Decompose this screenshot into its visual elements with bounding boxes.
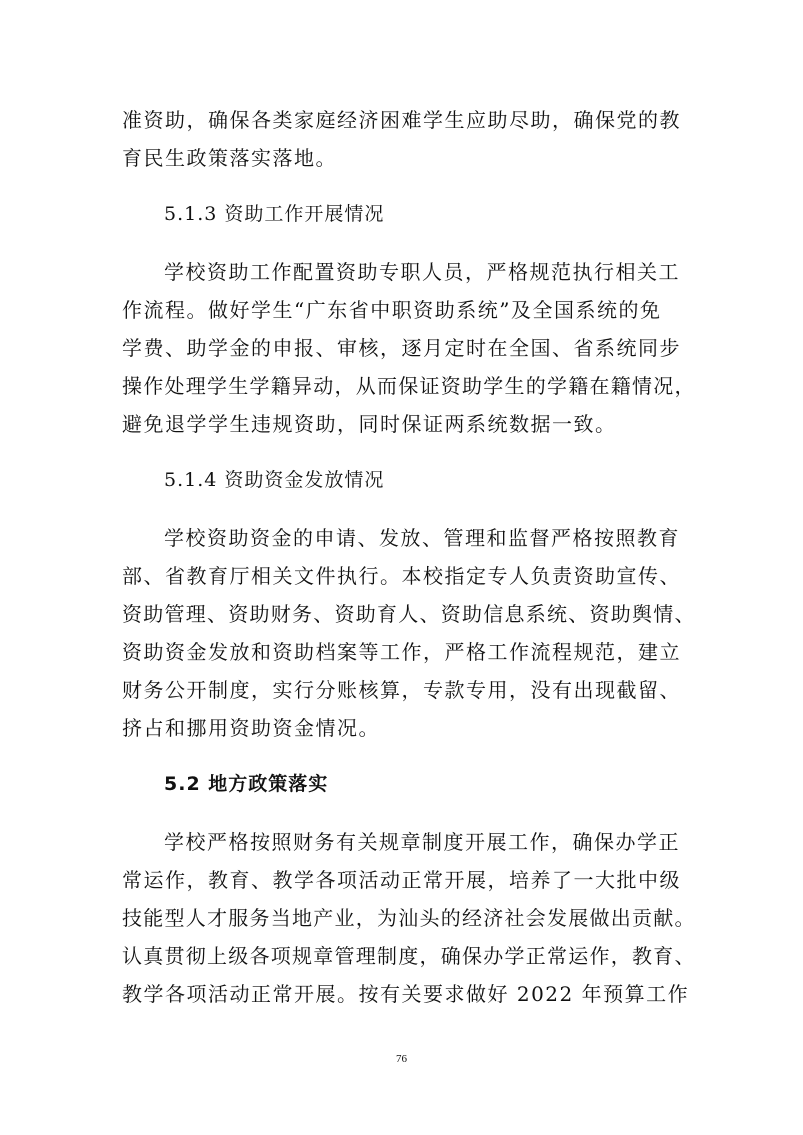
page-number: 76 <box>396 1053 407 1065</box>
paragraph-line: 资助管理、资助财务、资助育人、资助信息系统、资助舆情、 <box>122 602 696 626</box>
paragraph-line: 操作处理学生学籍异动，从而保证资助学生的学籍在籍情况， <box>122 374 696 398</box>
paragraph-line: 育民生政策落实落地。 <box>122 146 337 170</box>
section-heading-5-1-3: 5.1.3 资助工作开展情况 <box>164 203 385 225</box>
paragraph-line: 学校资助资金的申请、发放、管理和监督严格按照教育 <box>164 526 680 550</box>
section-heading-5-1-4: 5.1.4 资助资金发放情况 <box>164 469 385 491</box>
paragraph-line: 教学各项活动正常开展。按有关要求做好 2022 年预算工作 <box>122 982 690 1006</box>
paragraph-line: 资助资金发放和资助档案等工作，严格工作流程规范，建立 <box>122 640 681 664</box>
section-heading-5-2: 5.2 地方政策落实 <box>164 773 329 795</box>
paragraph-line: 避免退学学生违规资助，同时保证两系统数据一致。 <box>122 412 617 436</box>
paragraph-line: 挤占和挪用资助资金情况。 <box>122 716 380 740</box>
paragraph-line: 准资助，确保各类家庭经济困难学生应助尽助，确保党的教 <box>122 108 681 132</box>
paragraph-line: 技能型人才服务当地产业，为汕头的经济社会发展做出贡献。 <box>122 906 696 930</box>
paragraph-line: 作流程。做好学生“广东省中职资助系统”及全国系统的免 <box>122 298 662 322</box>
paragraph-line: 常运作，教育、教学各项活动正常开展，培养了一大批中级 <box>122 868 681 892</box>
paragraph-line: 学费、助学金的申报、审核，逐月定时在全国、省系统同步 <box>122 336 681 360</box>
paragraph-line: 部、省教育厅相关文件执行。本校指定专人负责资助宣传、 <box>122 564 681 588</box>
paragraph-line: 学校资助工作配置资助专职人员，严格规范执行相关工 <box>164 260 680 284</box>
paragraph-line: 学校严格按照财务有关规章制度开展工作，确保办学正 <box>164 830 680 854</box>
paragraph-line: 认真贯彻上级各项规章管理制度，确保办学正常运作，教育、 <box>122 944 696 968</box>
paragraph-line: 财务公开制度，实行分账核算，专款专用，没有出现截留、 <box>122 678 681 702</box>
